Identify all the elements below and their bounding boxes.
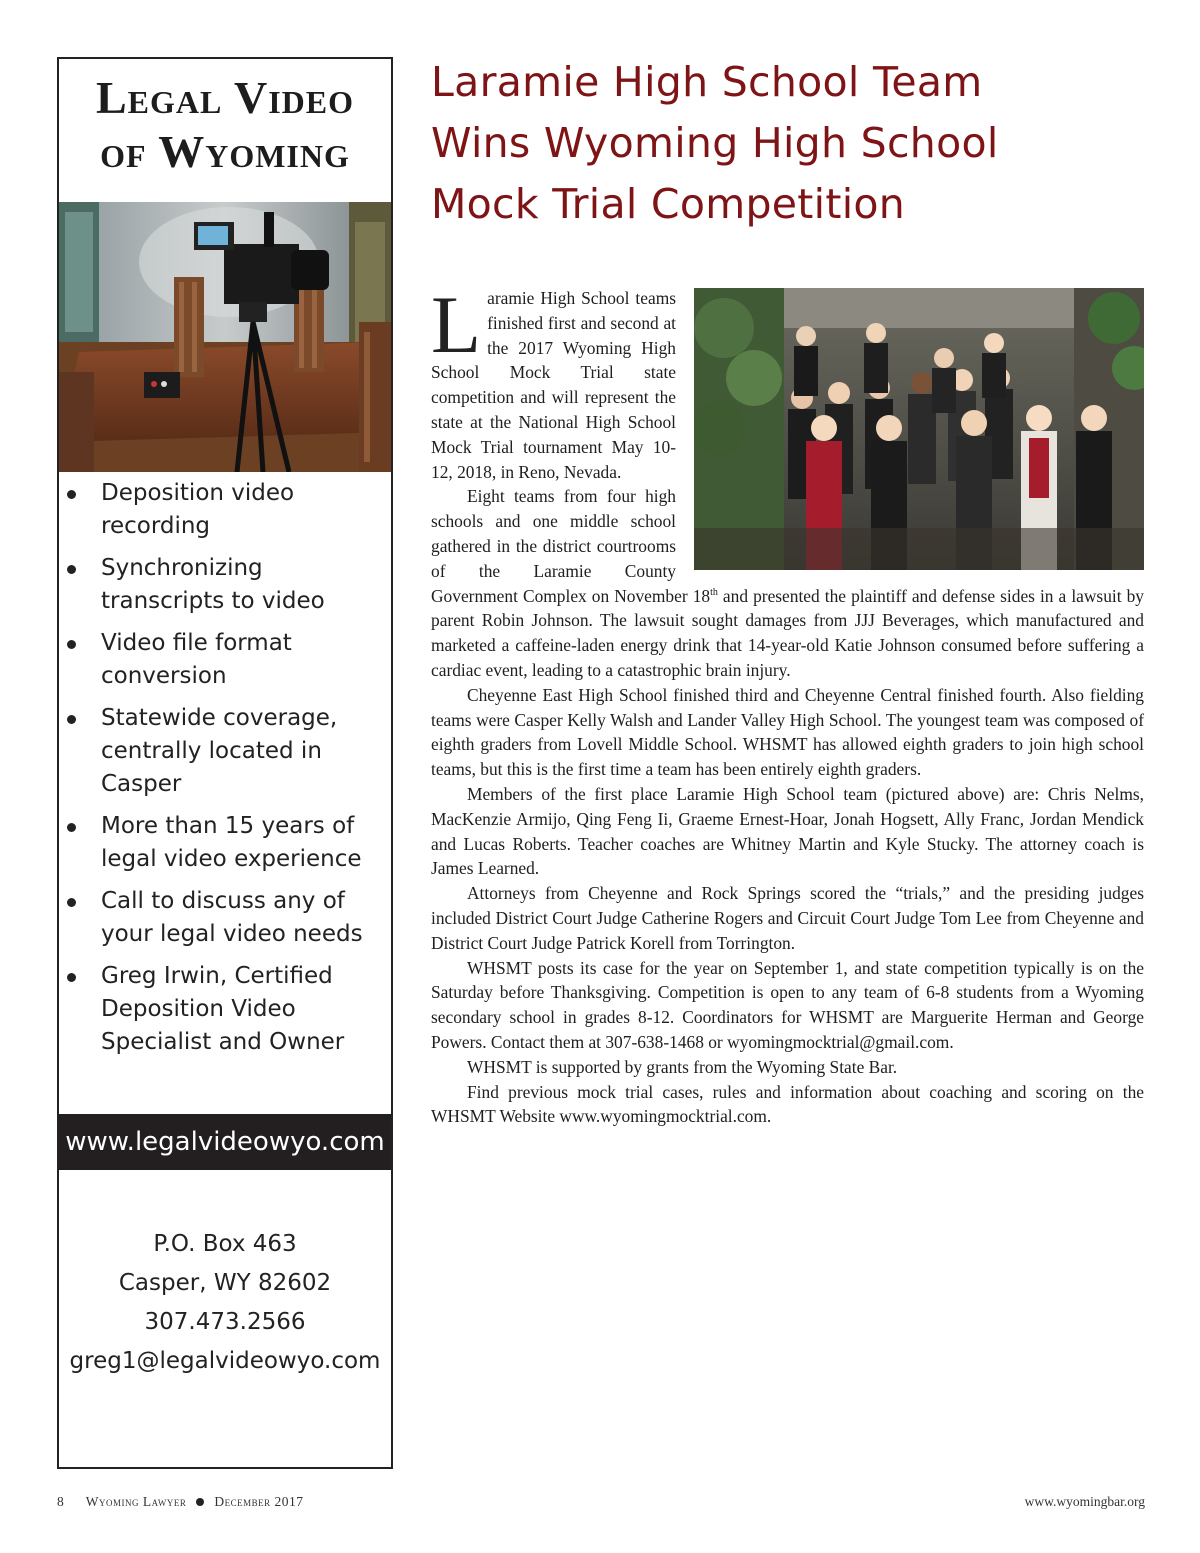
page-footer [57,1494,1145,1514]
article-paragraph-7: WHSMT is supported by grants from the Wyoming State Bar. [467,1056,898,1077]
drop-cap: L [431,279,482,370]
article-paragraph-8: Find previous mock trial cases, rules and information about coaching and scoring on the WHSMT Website www.wyomingmocktrial.com. [431,1081,1144,1127]
paragraph-text: aramie High School teams finished first and second at the 2017 Wyoming High School Mock Trial state competition and will represent the state at the National High School Mock Trial tournament May 10-12, 2018, in Reno, Nevada. [431,288,676,482]
article-headline [431,52,1151,235]
service-text: Call to discuss any of your legal video needs [101,888,363,947]
superscript: th [710,586,718,598]
article-paragraph-5: Attorneys from Cheyenne and Rock Springs scored the “trials,” and the presiding judges included District Court Judge Catherine Rogers and Circuit Court Judge Tom Lee from Cheyenne and District Court Judge Patrick Korell from Torrington. [431,883,1144,953]
ad-title [59,59,391,179]
article-body [431,279,1145,1129]
article-paragraph-3: Cheyenne East High School finished third and Cheyenne Central finished fourth. Also fielding teams were Casper Kelly Walsh and Lander Valley High School. The youngest team was composed of eighth graders from Lovell Middle School. WHSMT has allowed eighth graders to join high school teams, but this is the first time a team has been entirely eighth graders. [431,684,1144,780]
ad-po-box: P.O. Box 463 [153,1231,297,1257]
footer-left [57,1494,304,1510]
ad-title-line1: Legal Video [95,72,355,123]
legal-video-ad [57,57,393,1469]
publication-name: Wyoming Lawyer [85,1494,187,1509]
footer-website-link[interactable]: www.wyomingbar.org [1024,1494,1145,1509]
service-text: Deposition video recording [101,480,295,539]
bullet-icon [67,823,76,832]
ad-email[interactable]: greg1@legalvideowyo.com [69,1348,381,1374]
ad-website-link[interactable]: www.legalvideowyo.com [59,1114,391,1170]
bullet-icon [67,490,76,499]
headline-line2: Wins Wyoming High School [431,119,999,167]
service-text: Greg Irwin, Certified Deposition Video Specialist and Owner [101,963,345,1055]
headline-line3: Mock Trial Competition [431,180,906,228]
paragraph-text: and presented the plaintiff and defense sides in a lawsuit by parent Robin Johnson. The lawsuit sought damages from JJJ Beverages, which manufactured and marketed a caffeine-laden energy drink that 14-year-old Katie Johnson consumed before suffering a cardiac event, leading to a catastrophic brain injury. [431,585,1145,680]
paragraph-text: Eight teams from four high schools and one middle school gathered in the district courtrooms of the Laramie County Government Complex on November 18 [431,486,711,606]
bullet-icon [67,898,76,907]
service-text: More than 15 years of legal video experience [101,813,362,872]
article-paragraph-4: Members of the first place Laramie High School team (pictured above) are: Chris Nelms, MacKenzie Armijo, Qing Feng Ii, Graeme Ernest-Hoar, Jonah Hogsett, Ally Franc, Jordan Mendick and Lucas Roberts. Teacher coaches are Whitney Martin and Kyle Stucky. The attorney coach is James Learned. [431,783,1144,879]
service-text: Synchronizing transcripts to video [101,555,325,614]
team-photo [694,288,1144,570]
bullet-icon [67,565,76,574]
ad-phone: 307.473.2566 [144,1309,306,1335]
list-item [101,627,391,693]
bullet-icon [196,1498,204,1506]
ad-city: Casper, WY 82602 [118,1270,332,1296]
list-item [101,885,391,951]
article-paragraph-6: WHSMT posts its case for the year on September 1, and state competition typically is on the Saturday before Thanksgiving. Competition is open to any team of 6-8 students from a Wyoming secondary school in grades 8-12. Coordinators for WHSMT are Marguerite Herman and George Powers. Contact them at 307-638-1468 or wyomingmocktrial@gmail.com. [431,957,1144,1052]
bullet-icon [67,640,76,649]
ad-contact-block [59,1225,391,1381]
ad-title-line2: of Wyoming [100,126,350,177]
list-item [101,810,391,876]
service-text: Statewide coverage, centrally located in Casper [101,705,338,797]
bullet-icon [67,715,76,724]
headline-line1: Laramie High School Team [431,58,983,106]
ad-services-list [59,477,391,1068]
list-item [101,960,391,1059]
page-number: 8 [57,1494,64,1509]
list-item [101,552,391,618]
issue-date: December 2017 [214,1494,304,1509]
service-text: Video file format conversion [101,630,292,689]
list-item [101,477,391,543]
bullet-icon [67,973,76,982]
list-item [101,702,391,801]
video-camera-photo [59,202,391,472]
